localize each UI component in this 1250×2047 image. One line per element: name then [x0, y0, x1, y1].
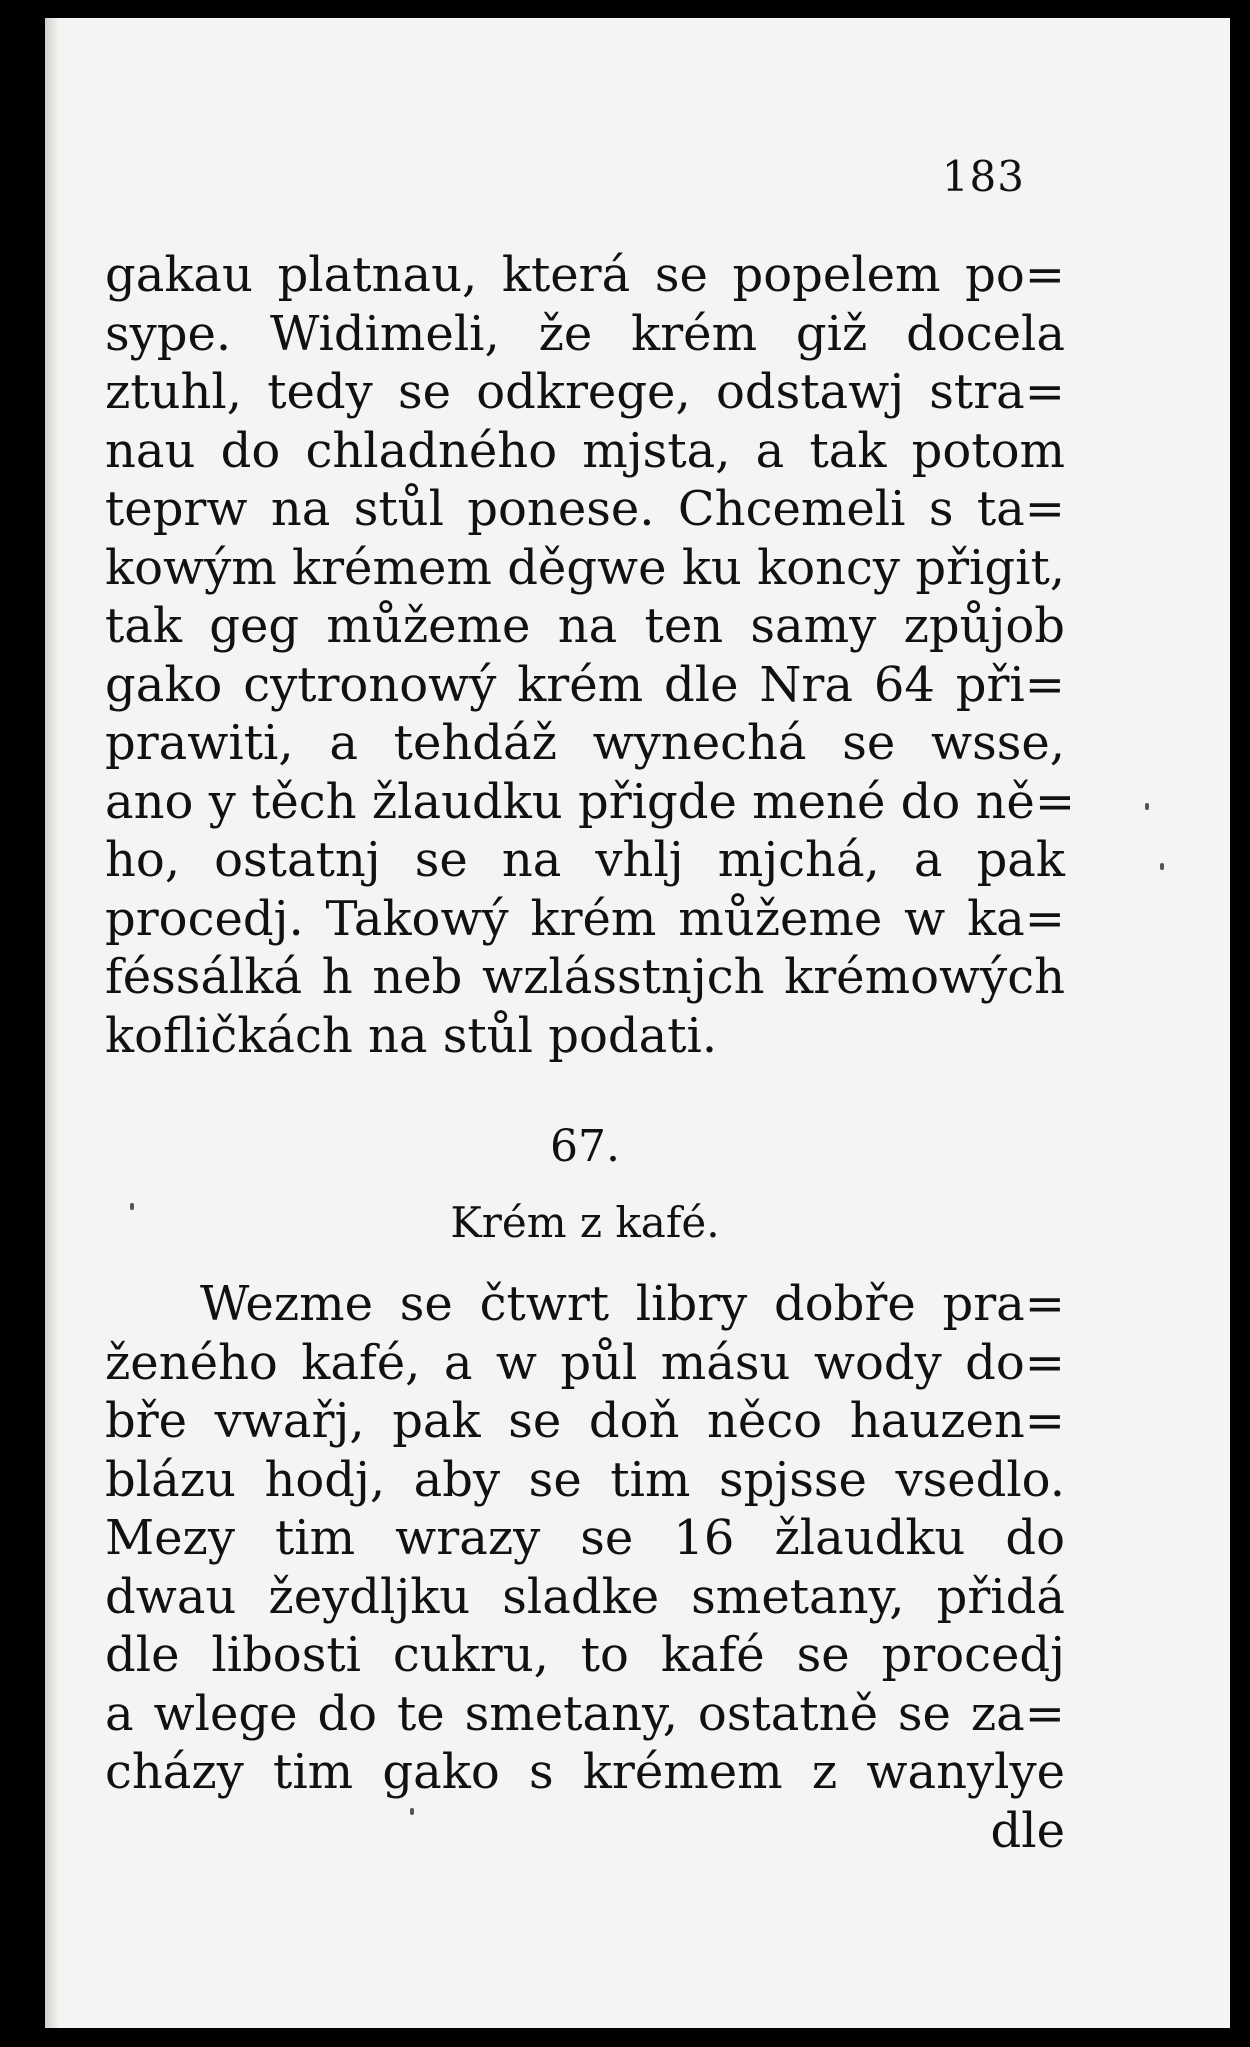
section-number: 67. [550, 1121, 620, 1172]
text-line: dwau žeydljku sladke smetany, přidá [105, 1568, 1065, 1625]
text-line: gako cytronowý krém dle Nra 64 při= [105, 656, 1065, 713]
ink-speck [410, 1808, 414, 1815]
text-line: ano y těch žlaudku přigde mené do ně= [105, 773, 1076, 830]
section-title: Krém z kafé. [450, 1198, 720, 1247]
text-line: ztuhl, tedy se odkrege, odstawj stra= [105, 364, 1065, 420]
ink-speck [1160, 863, 1164, 870]
text-line: féssálká h neb wzlásstnjch krémowých [105, 949, 1065, 1005]
paragraph-continuation [105, 246, 1076, 1065]
page-number: 183 [941, 152, 1025, 201]
text-line: kowým krémem děgwe ku koncy přigit, [105, 539, 1065, 596]
book-page [45, 18, 1230, 2028]
catchword: dle [990, 1802, 1065, 1859]
text-line: prawiti, a tehdáž wynechá se wsse, [105, 715, 1065, 771]
text-block [105, 246, 1076, 1860]
text-line: blázu hodj, aby se tim spjsse vsedlo. [105, 1451, 1065, 1508]
text-line: ho, ostatnj se na vhlj mjchá, a pak [105, 832, 1065, 888]
paragraph-recipe [105, 1275, 1065, 1860]
text-line: dle libosti cukru, to kafé se procedj [105, 1627, 1065, 1683]
text-line: kofličkách na stůl podati. [105, 1007, 718, 1064]
ink-speck [130, 1203, 134, 1210]
ink-speck [1145, 803, 1149, 810]
text-line: ženého kafé, a w půl másu wody do= [105, 1334, 1065, 1391]
text-line: Wezme se čtwrt libry dobře pra= [200, 1276, 1065, 1332]
text-line: Mezy tim wrazy se 16 žlaudku do [105, 1510, 1065, 1566]
text-line: a wlege do te smetany, ostatně se za= [105, 1685, 1065, 1742]
text-line: cházy tim gako s krémem z wanylye [105, 1744, 1065, 1800]
text-line: nau do chladného mjsta, a tak potom [105, 422, 1065, 479]
spine-shadow [45, 18, 59, 2028]
text-line: bře vwařj, pak se doň něco hauzen= [105, 1393, 1065, 1449]
text-line: procedj. Takowý krém můžeme w ka= [105, 890, 1065, 947]
text-line: teprw na stůl ponese. Chcemeli s ta= [105, 481, 1065, 537]
text-line: sype. Widimeli, že krém giž docela [105, 305, 1065, 362]
text-line: tak geg můžeme na ten samy způjob [105, 598, 1065, 654]
text-line: gakau platnau, která se popelem po= [105, 247, 1065, 303]
